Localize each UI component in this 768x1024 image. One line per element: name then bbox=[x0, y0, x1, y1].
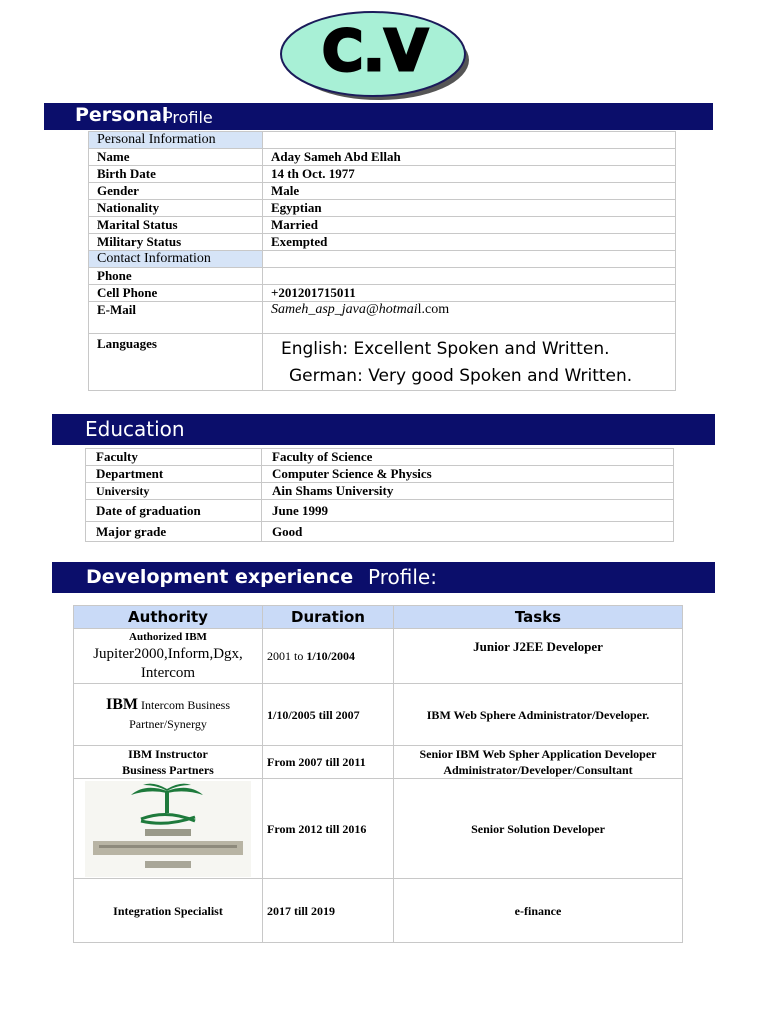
email-label: E-Mail bbox=[89, 302, 263, 334]
contact-information-header: Contact Information bbox=[89, 251, 263, 268]
authority-cell: IBM Intercom Business Partner/Synergy bbox=[74, 684, 263, 746]
authority-cell: Authorized IBM Jupiter2000,Inform,Dgx, Intercom bbox=[74, 629, 263, 684]
table-row: University Ain Shams University bbox=[86, 483, 674, 500]
personal-information-header: Personal Information bbox=[89, 132, 263, 149]
personal-profile-band bbox=[44, 103, 713, 130]
table-row bbox=[74, 779, 683, 879]
saudi-emblem-image bbox=[85, 781, 251, 877]
table-row: Nationality Egyptian bbox=[89, 200, 676, 217]
personal-info-table bbox=[88, 131, 676, 391]
languages-value: English: Excellent Spoken and Written. German: Very good Spoken and Written. bbox=[263, 334, 676, 391]
authority-cell: IBM Instructor Business Partners bbox=[74, 746, 263, 779]
duration-cell: 2017 till 2019 bbox=[263, 879, 394, 943]
tasks-cell: e-finance bbox=[394, 879, 683, 943]
development-title-rest: Profile: bbox=[368, 565, 437, 589]
duration-cell: From 2012 till 2016 bbox=[263, 779, 394, 879]
table-row: Cell Phone +201201715011 bbox=[89, 285, 676, 302]
table-row: Faculty Faculty of Science bbox=[86, 449, 674, 466]
authority-cell bbox=[74, 779, 263, 879]
development-title-bold: Development experience bbox=[86, 566, 354, 588]
tasks-cell: Junior J2EE Developer bbox=[394, 629, 683, 684]
table-row bbox=[74, 879, 683, 943]
authority-header: Authority bbox=[74, 606, 263, 629]
table-row: Department Computer Science & Physics bbox=[86, 466, 674, 483]
table-row bbox=[89, 334, 676, 391]
table-row bbox=[89, 302, 676, 334]
table-row: Gender Male bbox=[89, 183, 676, 200]
tasks-header: Tasks bbox=[394, 606, 683, 629]
education-title: Education bbox=[85, 417, 185, 441]
cv-logo bbox=[277, 8, 471, 100]
personal-title-rest: Profile bbox=[163, 108, 213, 127]
duration-cell: From 2007 till 2011 bbox=[263, 746, 394, 779]
experience-table bbox=[73, 605, 683, 943]
table-row: Marital Status Married bbox=[89, 217, 676, 234]
duration-cell: 1/10/2005 till 2007 bbox=[263, 684, 394, 746]
table-row: Birth Date 14 th Oct. 1977 bbox=[89, 166, 676, 183]
table-row bbox=[74, 684, 683, 746]
education-band bbox=[52, 414, 715, 445]
tasks-cell: IBM Web Sphere Administrator/Developer. bbox=[394, 684, 683, 746]
authority-cell: Integration Specialist bbox=[74, 879, 263, 943]
duration-header: Duration bbox=[263, 606, 394, 629]
personal-title-bold: Personal bbox=[75, 104, 169, 126]
cv-logo-text: C.V bbox=[322, 19, 428, 84]
table-row bbox=[74, 746, 683, 779]
duration-cell: 2001 to 1/10/2004 bbox=[263, 629, 394, 684]
table-row: Major grade Good bbox=[86, 522, 674, 542]
table-row: Military Status Exempted bbox=[89, 234, 676, 251]
email-value[interactable]: Sameh_asp_java@hotmail.com bbox=[263, 302, 676, 334]
tasks-cell: Senior Solution Developer bbox=[394, 779, 683, 879]
table-row: Phone bbox=[89, 268, 676, 285]
table-row bbox=[74, 629, 683, 684]
education-table bbox=[85, 448, 674, 542]
table-row: Date of graduation June 1999 bbox=[86, 500, 674, 522]
languages-label: Languages bbox=[89, 334, 263, 391]
table-row: Name Aday Sameh Abd Ellah bbox=[89, 149, 676, 166]
tasks-cell: Senior IBM Web Spher Application Developer Administrator/Developer/Consultant bbox=[394, 746, 683, 779]
development-band bbox=[52, 562, 715, 593]
